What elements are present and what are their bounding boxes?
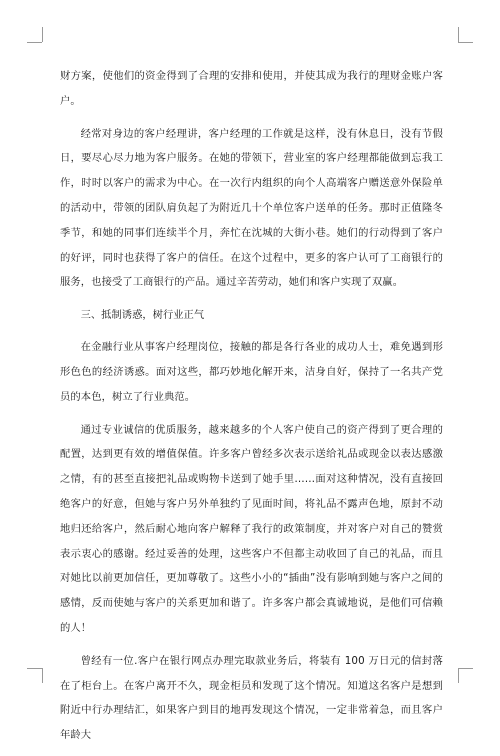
section-heading: 三、抵制诱惑，树行业正气 xyxy=(80,309,205,322)
paragraph-customer-service: 经常对身边的客户经理讲，客户经理的工作就是这样，没有休息日，没有节假日，要尽心尽力地为客户服务。在她的带领下，营业室的客户经理都能做到忘我工作，时时以客户的需求为中心。在一次行内组织的向个人高端客户赠送意外保险单的活动中，带领的团队肩负起了为附近几十个单位客户送单的任务。那时正值隆冬季节，和她的同事们连续半个月，奔忙在沈城的大街小巷。她们的行动得到了客户的好评，同时也获得了客户的信任。在这个过程中，更多的客户认可了工商银行的服务，也接受了工商银行的产品。通过辛苦劳动，她们和客户实现了双赢。 xyxy=(60,127,443,289)
paragraph-continuation: 财方案，使他们的资金得到了合理的安排和使用，并使其成为我行的理财金账户客户。 xyxy=(60,70,443,107)
document-body xyxy=(60,64,443,756)
paragraph-resist-temptation: 在金融行业从事客户经理岗位，接触的都是各行各业的成功人士，难免遇到形形色色的经济诱惑。面对这些，都巧妙地化解开来，洁身自好，保持了一名共产党员的本色，树立了行业典范。 xyxy=(60,341,443,403)
paragraph-gift-return: 通过专业诚信的优质服务，越来越多的个人客户使自己的资产得到了更合理的配置，达到更有效的增值保值。许多客户曾经多次表示送给礼品或现金以表达感激之情，有的甚至直接把礼品或购物卡送到了她手里……面对这种情况，没有直接回绝客户的好意，但她与客户另外单独约了见面时间，将礼品不露声色地，原封不动地归还给客户，然后耐心地向客户解释了我行的政策制度，并对客户对自己的赞赏表示衷心的感谢。经过妥善的处理，这些客户不但都主动收回了自己的礼品，而且对她比以前更加信任，更加尊敬了。这些小小的“插曲”没有影响到她与客户之间的感情，反而使她与客户的关系更加和谐了。许多客户都会真诚地说，是他们可信赖的人！ xyxy=(60,423,443,634)
paragraph-lost-envelope: 曾经有一位.客户在银行网点办理完取款业务后，将装有 100 万日元的信封落在了柜台上。在客户离开不久，现金柜员和发现了这个情况。知道这名客户是想到附近中行办理结汇，如果客户到目的地再发现这个情况，一定非常着急，而且客户年龄大 xyxy=(60,654,443,742)
